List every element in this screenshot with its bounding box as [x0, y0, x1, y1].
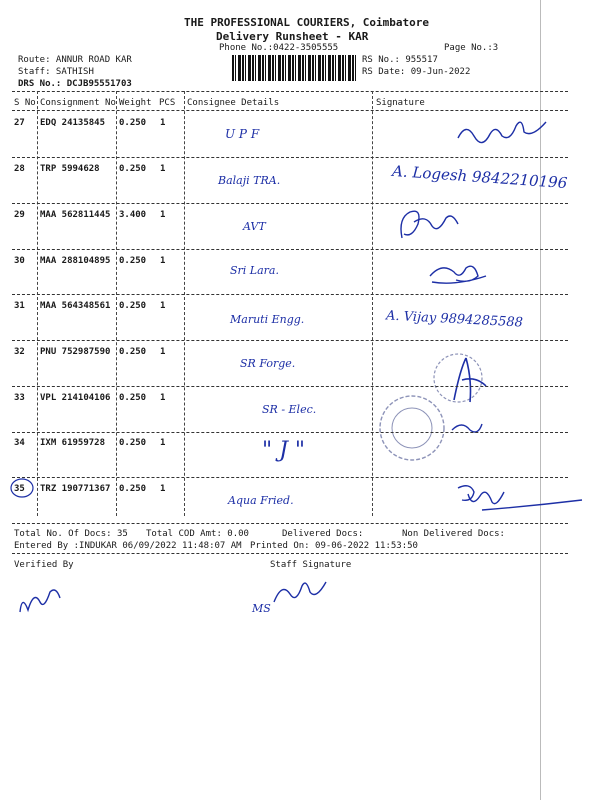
row-consignment: MAA 562811445	[40, 210, 111, 220]
staff-signature-label: Staff Signature	[270, 560, 352, 570]
row-weight: 0.250	[119, 164, 147, 174]
staff-signature	[270, 574, 330, 610]
row-weight: 3.400	[119, 210, 147, 220]
row-signature-handwritten: A. Vijay 9894285588	[385, 308, 524, 331]
non-delivered-docs: Non Delivered Docs:	[402, 529, 505, 539]
row-consignee-handwritten: SR Forge.	[240, 357, 296, 370]
row-consignee-handwritten: Aqua Fried.	[228, 494, 294, 507]
table-top-rule	[12, 91, 568, 92]
col-divider	[372, 91, 373, 516]
row-consignment: TRP 5994628	[40, 164, 100, 174]
row-consignee-handwritten: Sri Lara.	[230, 264, 279, 277]
row-pcs: 1	[160, 347, 166, 357]
row-sno: 32	[14, 347, 25, 357]
col-divider	[37, 91, 38, 516]
row-pcs: 1	[160, 118, 166, 128]
row-pcs: 1	[160, 393, 166, 403]
col-divider	[116, 91, 117, 516]
col-header-sno: S No	[14, 98, 36, 108]
row-weight: 0.250	[119, 118, 147, 128]
row-weight: 0.250	[119, 484, 147, 494]
signature-scribble	[426, 258, 496, 288]
row-consignee-handwritten: " J "	[262, 438, 306, 463]
col-header-consignment: Consignment No	[40, 98, 116, 108]
rs-number: RS No.: 955517	[362, 55, 438, 65]
col-header-consignee: Consignee Details	[187, 98, 280, 108]
delivered-docs: Delivered Docs:	[282, 529, 364, 539]
col-header-pcs: PCS	[159, 98, 176, 108]
rs-date: RS Date: 09-Jun-2022	[362, 67, 471, 77]
row-consignee-handwritten: U P F	[225, 127, 260, 141]
row-sno: 31	[14, 301, 25, 311]
signature-scribble	[392, 204, 472, 246]
row-pcs: 1	[160, 438, 166, 448]
row-weight: 0.250	[119, 438, 147, 448]
row-sno: 35	[14, 484, 25, 494]
row-consignment: EDQ 24135845	[40, 118, 106, 128]
row-consignment: MAA 288104895	[40, 256, 111, 266]
col-divider	[184, 91, 185, 516]
row-consignment: PNU 752987590	[40, 347, 111, 357]
row-weight: 0.250	[119, 256, 147, 266]
staff: Staff: SATHISH	[18, 67, 94, 77]
row-sno: 33	[14, 393, 25, 403]
total-cod: Total COD Amt: 0.00	[146, 529, 249, 539]
company-name: THE PROFESSIONAL COURIERS, Coimbatore	[184, 16, 430, 29]
page-number: Page No.:3	[444, 43, 499, 53]
verified-by-label: Verified By	[14, 560, 74, 570]
row-pcs: 1	[160, 484, 166, 494]
row-signature-handwritten: A. Logesh 9842210196	[391, 161, 568, 193]
row-consignee-handwritten: AVT	[243, 220, 266, 233]
barcode	[232, 55, 356, 81]
stamp-icon	[374, 384, 484, 474]
row-weight: 0.250	[119, 301, 147, 311]
printed-on: Printed On: 09-06-2022 11:53:50	[250, 541, 418, 551]
staff-sign-initials: MS	[252, 602, 271, 615]
row-rule	[12, 432, 568, 433]
row-rule	[12, 203, 568, 204]
row-rule	[12, 294, 568, 295]
phone-number: Phone No.:0422-3505555	[219, 43, 339, 53]
row-consignment: IXM 61959728	[40, 438, 106, 448]
row-sno: 27	[14, 118, 25, 128]
row-consignment: TRZ 190771367	[40, 484, 111, 494]
route: Route: ANNUR ROAD KAR	[18, 55, 132, 65]
row-rule	[12, 340, 568, 341]
row-weight: 0.250	[119, 393, 147, 403]
signature-scribble	[452, 478, 586, 518]
col-header-signature: Signature	[376, 98, 425, 108]
row-pcs: 1	[160, 301, 166, 311]
col-header-weight: Weight	[119, 98, 152, 108]
runsheet-title: Delivery Runsheet - KAR	[216, 30, 369, 43]
table-header-rule	[12, 110, 568, 111]
row-rule	[12, 386, 568, 387]
row-consignee-handwritten: Maruti Engg.	[230, 313, 305, 326]
total-docs: Total No. Of Docs: 35	[14, 529, 128, 539]
row-sno: 30	[14, 256, 25, 266]
row-consignee-handwritten: Balaji TRA.	[218, 174, 281, 187]
entered-by: Entered By :INDUKAR 06/09/2022 11:48:07 AM	[14, 541, 242, 551]
row-sno: 28	[14, 164, 25, 174]
row-consignee-handwritten: SR - Elec.	[262, 403, 317, 416]
row-weight: 0.250	[119, 347, 147, 357]
row-rule	[12, 249, 568, 250]
drs-number: DRS No.: DCJB95551703	[18, 79, 132, 89]
row-sno: 29	[14, 210, 25, 220]
row-pcs: 1	[160, 164, 166, 174]
table-bottom-rule	[12, 523, 568, 524]
row-pcs: 1	[160, 256, 166, 266]
signature-scribble	[452, 112, 552, 152]
row-consignment: VPL 214104106	[40, 393, 111, 403]
verified-signature	[14, 580, 64, 620]
row-sno: 34	[14, 438, 25, 448]
row-rule	[12, 157, 568, 158]
row-pcs: 1	[160, 210, 166, 220]
footer-rule	[12, 553, 568, 554]
row-consignment: MAA 564348561	[40, 301, 111, 311]
